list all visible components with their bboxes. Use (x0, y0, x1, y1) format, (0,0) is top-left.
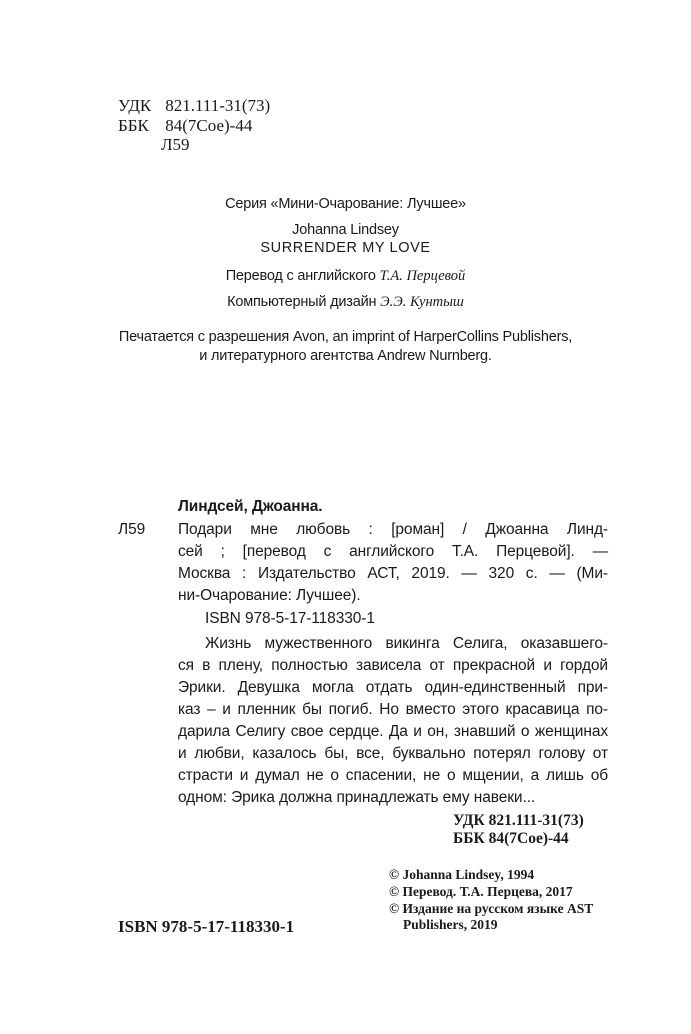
catalog-isbn: ISBN 978-5-17-118330-1 (205, 610, 375, 627)
design-credit (0, 292, 691, 312)
bbk-label: ББК (118, 116, 149, 135)
design-label: Компьютерный дизайн (227, 294, 377, 310)
catalog-heading: Линдсей, Джоанна. (178, 498, 323, 515)
permission-line-2: и литературного агентства Andrew Nurnberg. (199, 348, 492, 364)
catalog-entry-line: ни-Очарование: Лучшее). (178, 587, 361, 604)
catalog-udk: УДК 821.111-31(73) (453, 812, 584, 829)
annotation-line: одном: Эрика должна принадлежать ему навеки... (178, 789, 536, 806)
copyright-line: © Перевод. Т.А. Перцева, 2017 (389, 884, 573, 899)
annotation-line: Жизнь мужественного викинга Селига, оказавшего- (205, 635, 608, 652)
catalog-entry-line: Подари мне любовь : [роман] / Джоанна Линд- (178, 521, 608, 538)
annotation-line: Эрики. Девушка могла отдать один-единственный при- (178, 679, 608, 696)
copyright-line: © Johanna Lindsey, 1994 (389, 867, 535, 882)
copyright-line: Publishers, 2019 (403, 917, 498, 932)
annotation-line: и любви, казалось бы, все, буквально потерял голову от (178, 745, 608, 762)
udk-line (118, 95, 270, 117)
annotation-line: страсти и думал не о спасении, не о мщении, а лишь об (178, 767, 608, 784)
series-line: Серия «Мини-Очарование: Лучшее» (225, 196, 466, 212)
isbn-bottom: ISBN 978-5-17-118330-1 (118, 917, 295, 936)
catalog-entry-line: сей ; [перевод с английского Т.А. Перцевой]. — (178, 543, 608, 560)
original-title: SURRENDER MY LOVE (260, 240, 431, 256)
udk-value: 821.111-31(73) (165, 96, 271, 115)
original-author: Johanna Lindsey (292, 222, 399, 238)
annotation-line: ся в плену, полностью зависела от прекрасной и гордой (178, 657, 608, 674)
translation-label: Перевод с английского (225, 268, 376, 284)
translator-name: Т.А. Перцевой (379, 268, 466, 284)
catalog-entry-line: Москва : Издательство АСТ, 2019. — 320 с. — (Ми- (178, 565, 608, 582)
catalog-bbk: ББК 84(7Сое)-44 (453, 830, 569, 847)
designer-name: Э.Э. Кунтыш (380, 294, 464, 310)
translation-credit (0, 266, 691, 286)
udk-label: УДК (118, 96, 152, 115)
annotation-line: дарила Селигу свое сердце. Да и он, знавший о женщинах (178, 723, 608, 740)
catalog-sign: Л59 (118, 521, 146, 538)
annotation-line: каз – и пленник бы погиб. Но вместо этого красавица по- (178, 701, 608, 718)
permission-line-1: Печатается с разрешения Avon, an imprint of HarperCollins Publishers, (118, 329, 573, 345)
bbk-value: 84(7Сое)-44 (165, 116, 253, 135)
copyright-line: © Издание на русском языке AST (389, 901, 594, 916)
author-sign: Л59 (161, 135, 190, 154)
